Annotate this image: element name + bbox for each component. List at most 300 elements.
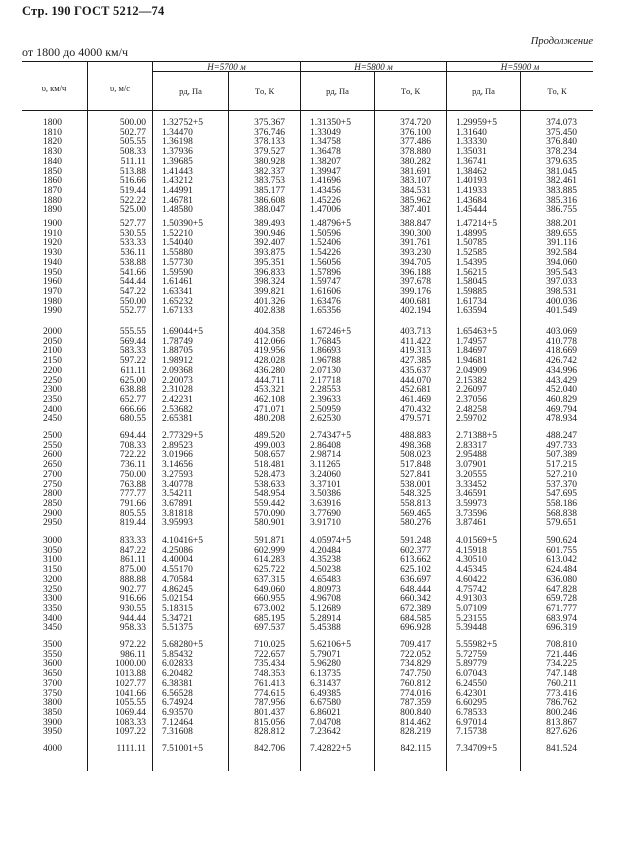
pressure-5800-cell: 7.42822+5 <box>310 744 351 754</box>
temperature-5700-cell: 710.025 <box>254 640 285 650</box>
pressure-5700-cell: 1.54040 <box>162 238 193 249</box>
temperature-5800-cell: 444.070 <box>400 375 431 386</box>
speed-ms-cell: 597.22 <box>119 356 146 367</box>
pressure-5700-cell: 1.41443 <box>162 166 193 177</box>
pressure-5800-cell: 4.05974+5 <box>310 536 351 546</box>
pressure-5900-cell: 2.83317 <box>456 440 487 451</box>
pressure-5900-cell: 5.89779 <box>456 659 487 670</box>
temperature-5700-cell: 389.493 <box>254 219 285 229</box>
pressure-5900-cell: 5.23155 <box>456 613 487 624</box>
pressure-5800-cell: 4.50238 <box>310 565 341 576</box>
temperature-5900-cell: 395.543 <box>546 267 577 278</box>
pressure-5900-cell: 1.35031 <box>456 147 487 158</box>
temperature-5900-cell: 671.777 <box>546 603 577 614</box>
temperature-5700-cell: 828.812 <box>254 727 285 738</box>
temperature-5800-cell: 387.401 <box>400 205 431 216</box>
temperature-5900-cell: 734.225 <box>546 659 577 670</box>
speed-kmh-cell: 1970 <box>43 286 62 297</box>
speed-ms-cell: 508.33 <box>119 147 146 158</box>
temperature-5900-cell: 568.838 <box>546 508 577 519</box>
speed-ms-cell: 986.11 <box>120 649 146 660</box>
speed-kmh-cell: 3400 <box>43 613 62 624</box>
speed-ms-cell: 791.66 <box>119 498 146 509</box>
pressure-5700-cell: 7.31608 <box>162 727 193 738</box>
pressure-5900-cell: 1.47214+5 <box>456 219 497 229</box>
speed-kmh-cell: 3600 <box>43 659 62 670</box>
pressure-5800-cell: 6.13735 <box>310 669 341 680</box>
temperature-5700-cell: 735.434 <box>254 659 285 670</box>
speed-ms-cell: 1097.22 <box>115 727 146 738</box>
pressure-5800-cell: 3.37101 <box>310 479 341 490</box>
temperature-5900-cell: 760.211 <box>546 678 577 689</box>
speed-ms-cell: 625.00 <box>119 375 146 386</box>
speed-ms-cell: 875.00 <box>119 565 146 576</box>
pressure-5900-cell: 1.50785 <box>456 238 487 249</box>
speed-ms-cell: 916.66 <box>119 594 146 605</box>
speed-ms-cell: 763.88 <box>119 479 146 490</box>
temperature-5800-cell: 390.300 <box>400 228 431 239</box>
pressure-5900-cell: 1.54395 <box>456 257 487 268</box>
temperature-5700-cell: 386.608 <box>254 195 285 206</box>
speed-ms-cell: 1055.55 <box>115 698 146 709</box>
pressure-5800-cell: 1.56056 <box>310 257 341 268</box>
temperature-5700-cell: 392.407 <box>254 238 285 249</box>
pressure-5800-cell: 2.74347+5 <box>310 431 351 441</box>
temperature-5700-cell: 480.208 <box>254 414 285 425</box>
temperature-5800-cell: 452.681 <box>400 385 431 396</box>
speed-kmh-cell: 3100 <box>43 555 62 566</box>
pressure-5700-cell: 7.12464 <box>162 717 193 728</box>
speed-ms-cell: 888.88 <box>119 574 146 585</box>
pressure-5700-cell: 4.10416+5 <box>162 536 203 546</box>
temperature-5800-cell: 747.750 <box>400 669 431 680</box>
pressure-5800-cell: 2.98714 <box>310 450 341 461</box>
temperature-5800-cell: 427.385 <box>400 356 431 367</box>
page-header-title: Стр. 190 ГОСТ 5212—74 <box>22 4 165 18</box>
temperature-5900-cell: 434.996 <box>546 365 577 376</box>
pressure-5700-cell: 1.59590 <box>162 267 193 278</box>
temperature-5800-cell: 374.720 <box>400 118 431 128</box>
temperature-5800-cell: 527.841 <box>400 469 431 480</box>
temperature-5900-cell: 478.934 <box>546 414 577 425</box>
pressure-5900-cell: 2.37056 <box>456 394 487 405</box>
temperature-5900-cell: 800.246 <box>546 707 577 718</box>
temperature-5900-cell: 452.040 <box>546 385 577 396</box>
pressure-5700-cell: 1.61461 <box>162 277 193 288</box>
speed-kmh-cell: 2050 <box>43 336 62 347</box>
temperature-5700-cell: 444.711 <box>254 375 285 386</box>
temperature-5800-cell: 787.359 <box>400 698 431 709</box>
temperature-5700-cell: 570.090 <box>254 508 285 519</box>
temperature-5900-cell: 547.695 <box>546 489 577 500</box>
temperature-5900-cell: 388.201 <box>546 219 577 229</box>
pressure-5700-cell: 1.46781 <box>162 195 193 206</box>
pressure-5700-cell: 1.48580 <box>162 205 193 216</box>
speed-kmh-cell: 3300 <box>43 594 62 605</box>
pressure-5800-cell: 6.67580 <box>310 698 341 709</box>
temperature-5800-cell: 388.847 <box>400 219 431 229</box>
speed-kmh-cell: 2650 <box>43 460 62 471</box>
temperature-5800-cell: 400.681 <box>400 296 431 307</box>
pressure-5800-cell: 1.59747 <box>310 277 341 288</box>
pressure-5700-cell: 3.67891 <box>162 498 193 509</box>
temperature-5900-cell: 381.045 <box>546 166 577 177</box>
pressure-5700-cell: 1.88705 <box>162 346 193 357</box>
pressure-5800-cell: 1.48796+5 <box>310 219 351 229</box>
speed-ms-cell: 527.77 <box>119 219 146 229</box>
speed-kmh-cell: 3550 <box>43 649 62 660</box>
temperature-5900-cell: 813.867 <box>546 717 577 728</box>
speed-ms-cell: 547.22 <box>119 286 146 297</box>
temperature-5800-cell: 842.115 <box>400 744 431 754</box>
temperature-5900-cell: 590.624 <box>546 536 577 546</box>
pressure-5900-cell: 1.43684 <box>456 195 487 206</box>
speed-kmh-cell: 1980 <box>43 296 62 307</box>
speed-ms-cell: 819.44 <box>119 518 146 529</box>
header-pressure: pд, Па <box>179 86 202 96</box>
temperature-5800-cell: 380.282 <box>400 156 431 167</box>
temperature-5700-cell: 398.324 <box>254 277 285 288</box>
temperature-5800-cell: 696.928 <box>400 623 431 634</box>
pressure-5900-cell: 4.30510 <box>456 555 487 566</box>
speed-kmh-cell: 3350 <box>43 603 62 614</box>
pressure-5700-cell: 1.55880 <box>162 248 193 259</box>
pressure-5900-cell: 1.40193 <box>456 176 487 187</box>
pressure-5800-cell: 1.96788 <box>310 356 341 367</box>
temperature-5900-cell: 647.828 <box>546 584 577 595</box>
pressure-5800-cell: 7.04708 <box>310 717 341 728</box>
pressure-5900-cell: 3.20555 <box>456 469 487 480</box>
pressure-5700-cell: 4.40004 <box>162 555 193 566</box>
pressure-5800-cell: 1.50596 <box>310 228 341 239</box>
pressure-5700-cell: 3.27593 <box>162 469 193 480</box>
temperature-5700-cell: 396.833 <box>254 267 285 278</box>
speed-ms-cell: 519.44 <box>119 185 146 196</box>
pressure-5700-cell: 6.74924 <box>162 698 193 709</box>
speed-ms-cell: 902.77 <box>119 584 146 595</box>
temperature-5900-cell: 392.584 <box>546 248 577 259</box>
pressure-5900-cell: 7.34709+5 <box>456 744 497 754</box>
speed-kmh-cell: 1850 <box>43 166 62 177</box>
pressure-5800-cell: 1.34758 <box>310 137 341 148</box>
speed-ms-cell: 1083.33 <box>115 717 146 728</box>
speed-kmh-cell: 3650 <box>43 669 62 680</box>
speed-kmh-cell: 1840 <box>43 156 62 167</box>
speed-ms-cell: 552.77 <box>119 306 146 317</box>
temperature-5900-cell: 391.116 <box>546 238 577 249</box>
pressure-5900-cell: 1.33330 <box>456 137 487 148</box>
temperature-5800-cell: 591.248 <box>400 536 431 546</box>
header-temperature: Tо, К <box>547 86 567 96</box>
speed-ms-cell: 583.33 <box>119 346 146 357</box>
pressure-5700-cell: 5.68280+5 <box>162 640 203 650</box>
pressure-5900-cell: 4.45345 <box>456 565 487 576</box>
temperature-5900-cell: 747.148 <box>546 669 577 680</box>
pressure-5900-cell: 6.60295 <box>456 698 487 709</box>
temperature-5700-cell: 660.955 <box>254 594 285 605</box>
pressure-5800-cell: 1.52406 <box>310 238 341 249</box>
temperature-5700-cell: 383.753 <box>254 176 285 187</box>
temperature-5900-cell: 410.778 <box>546 336 577 347</box>
speed-ms-cell: 1041.66 <box>115 688 146 699</box>
temperature-5900-cell: 683.974 <box>546 613 577 624</box>
speed-ms-cell: 500.00 <box>119 118 146 128</box>
temperature-5700-cell: 559.442 <box>254 498 285 509</box>
speed-ms-cell: 833.33 <box>119 536 146 546</box>
speed-ms-cell: 638.88 <box>119 385 146 396</box>
column-separator <box>446 61 447 771</box>
pressure-5900-cell: 2.71388+5 <box>456 431 497 441</box>
temperature-5800-cell: 396.188 <box>400 267 431 278</box>
pressure-5900-cell: 1.31640 <box>456 127 487 138</box>
speed-kmh-cell: 1950 <box>43 267 62 278</box>
temperature-5800-cell: 613.662 <box>400 555 431 566</box>
speed-ms-cell: 652.77 <box>119 394 146 405</box>
pressure-5800-cell: 3.24060 <box>310 469 341 480</box>
temperature-5800-cell: 376.100 <box>400 127 431 138</box>
temperature-5700-cell: 428.028 <box>254 356 285 367</box>
pressure-5700-cell: 5.18315 <box>162 603 193 614</box>
pressure-5800-cell: 3.63916 <box>310 498 341 509</box>
pressure-5900-cell: 4.60422 <box>456 574 487 585</box>
speed-ms-cell: 930.55 <box>119 603 146 614</box>
pressure-5700-cell: 1.34470 <box>162 127 193 138</box>
pressure-5800-cell: 1.41696 <box>310 176 341 187</box>
speed-kmh-cell: 2400 <box>43 404 62 415</box>
pressure-5700-cell: 2.89523 <box>162 440 193 451</box>
speed-ms-cell: 944.44 <box>119 613 146 624</box>
pressure-5900-cell: 6.97014 <box>456 717 487 728</box>
temperature-5700-cell: 382.337 <box>254 166 285 177</box>
speed-kmh-cell: 3450 <box>43 623 62 634</box>
speed-kmh-cell: 2450 <box>43 414 62 425</box>
temperature-5900-cell: 375.450 <box>546 127 577 138</box>
pressure-5700-cell: 3.95993 <box>162 518 193 529</box>
temperature-5700-cell: 390.946 <box>254 228 285 239</box>
temperature-5800-cell: 569.465 <box>400 508 431 519</box>
temperature-5900-cell: 386.755 <box>546 205 577 216</box>
pressure-5700-cell: 3.81818 <box>162 508 193 519</box>
speed-kmh-cell: 1870 <box>43 185 62 196</box>
temperature-5700-cell: 436.280 <box>254 365 285 376</box>
temperature-5800-cell: 538.001 <box>400 479 431 490</box>
pressure-5800-cell: 1.47006 <box>310 205 341 216</box>
temperature-5700-cell: 412.066 <box>254 336 285 347</box>
pressure-5700-cell: 5.51375 <box>162 623 193 634</box>
pressure-5700-cell: 2.31028 <box>162 385 193 396</box>
pressure-5700-cell: 4.25086 <box>162 545 193 556</box>
speed-ms-cell: 511.11 <box>120 156 146 167</box>
temperature-5700-cell: 673.002 <box>254 603 285 614</box>
pressure-5700-cell: 6.56528 <box>162 688 193 699</box>
temperature-5800-cell: 517.848 <box>400 460 431 471</box>
temperature-5900-cell: 378.234 <box>546 147 577 158</box>
temperature-5700-cell: 774.615 <box>254 688 285 699</box>
pressure-5900-cell: 6.24550 <box>456 678 487 689</box>
pressure-5900-cell: 2.48258 <box>456 404 487 415</box>
temperature-5800-cell: 419.313 <box>400 346 431 357</box>
column-separator <box>374 71 375 771</box>
speed-kmh-cell: 3150 <box>43 565 62 576</box>
speed-kmh-cell: 1800 <box>43 118 62 128</box>
temperature-5900-cell: 376.840 <box>546 137 577 148</box>
temperature-5800-cell: 402.194 <box>400 306 431 317</box>
speed-ms-cell: 555.55 <box>119 327 146 337</box>
speed-kmh-cell: 2700 <box>43 469 62 480</box>
temperature-5700-cell: 385.177 <box>254 185 285 196</box>
temperature-5700-cell: 395.351 <box>254 257 285 268</box>
speed-kmh-cell: 3700 <box>43 678 62 689</box>
pressure-5700-cell: 1.98912 <box>162 356 193 367</box>
temperature-5700-cell: 378.133 <box>254 137 285 148</box>
pressure-5900-cell: 1.65463+5 <box>456 327 497 337</box>
speed-kmh-cell: 1810 <box>43 127 62 138</box>
pressure-5900-cell: 1.45444 <box>456 205 487 216</box>
pressure-5800-cell: 1.54226 <box>310 248 341 259</box>
header-temperature: Tо, К <box>400 86 421 96</box>
temperature-5800-cell: 648.444 <box>400 584 431 595</box>
speed-ms-cell: 533.33 <box>119 238 146 249</box>
pressure-5700-cell: 3.01966 <box>162 450 193 461</box>
pressure-5800-cell: 4.35238 <box>310 555 341 566</box>
temperature-5700-cell: 787.956 <box>254 698 285 709</box>
temperature-5900-cell: 400.036 <box>546 296 577 307</box>
speed-kmh-cell: 2100 <box>43 346 62 357</box>
speed-ms-cell: 736.11 <box>120 460 146 471</box>
pressure-5800-cell: 5.12689 <box>310 603 341 614</box>
pressure-5800-cell: 1.45226 <box>310 195 341 206</box>
temperature-5900-cell: 497.733 <box>546 440 577 451</box>
speed-kmh-cell: 1940 <box>43 257 62 268</box>
temperature-5800-cell: 800.840 <box>400 707 431 718</box>
temperature-5700-cell: 393.875 <box>254 248 285 259</box>
pressure-5800-cell: 2.62530 <box>310 414 341 425</box>
pressure-5900-cell: 1.29959+5 <box>456 118 497 128</box>
pressure-5900-cell: 6.78533 <box>456 707 487 718</box>
temperature-5700-cell: 375.367 <box>254 118 285 128</box>
header-temperature: Tо, К <box>254 86 275 96</box>
temperature-5900-cell: 385.316 <box>546 195 577 206</box>
pressure-5800-cell: 1.76845 <box>310 336 341 347</box>
pressure-5800-cell: 3.11265 <box>310 460 341 471</box>
speed-kmh-cell: 3050 <box>43 545 62 556</box>
speed-ms-cell: 680.55 <box>119 414 146 425</box>
speed-ms-cell: 861.11 <box>120 555 146 566</box>
speed-ms-cell: 972.22 <box>119 640 146 650</box>
temperature-5700-cell: 388.047 <box>254 205 285 216</box>
pressure-5900-cell: 2.59702 <box>456 414 487 425</box>
column-separator <box>87 61 88 771</box>
speed-kmh-cell: 2500 <box>43 431 62 441</box>
pressure-5900-cell: 5.07109 <box>456 603 487 614</box>
temperature-5700-cell: 404.358 <box>254 327 285 337</box>
pressure-5700-cell: 5.02154 <box>162 594 193 605</box>
speed-ms-cell: 694.44 <box>119 431 146 441</box>
column-separator <box>300 61 301 771</box>
pressure-5700-cell: 1.36198 <box>162 137 193 148</box>
temperature-5700-cell: 508.657 <box>254 450 285 461</box>
pressure-5900-cell: 3.46591 <box>456 489 487 500</box>
temperature-5800-cell: 722.052 <box>400 649 431 660</box>
speed-ms-cell: 958.33 <box>119 623 146 634</box>
pressure-5700-cell: 3.40778 <box>162 479 193 490</box>
pressure-5700-cell: 2.77329+5 <box>162 431 203 441</box>
speed-ms-cell: 525.00 <box>119 205 146 216</box>
pressure-5900-cell: 1.94681 <box>456 356 487 367</box>
temperature-5700-cell: 842.706 <box>254 744 285 754</box>
temperature-5700-cell: 499.003 <box>254 440 285 451</box>
pressure-5700-cell: 3.54211 <box>162 489 193 500</box>
speed-kmh-cell: 2800 <box>43 489 62 500</box>
pressure-5700-cell: 3.14656 <box>162 460 193 471</box>
speed-ms-cell: 847.22 <box>119 545 146 556</box>
temperature-5900-cell: 397.033 <box>546 277 577 288</box>
pressure-5700-cell: 4.55170 <box>162 565 193 576</box>
temperature-5900-cell: 558.186 <box>546 498 577 509</box>
pressure-5700-cell: 2.09368 <box>162 365 193 376</box>
pressure-5700-cell: 1.44991 <box>162 185 193 196</box>
speed-kmh-cell: 3950 <box>43 727 62 738</box>
temperature-5800-cell: 381.691 <box>400 166 431 177</box>
temperature-5700-cell: 376.746 <box>254 127 285 138</box>
speed-ms-cell: 666.66 <box>119 404 146 415</box>
speed-kmh-cell: 2950 <box>43 518 62 529</box>
temperature-5800-cell: 411.422 <box>400 336 431 347</box>
speed-kmh-cell: 2250 <box>43 375 62 386</box>
temperature-5700-cell: 489.520 <box>254 431 285 441</box>
speed-kmh-cell: 1880 <box>43 195 62 206</box>
pressure-5900-cell: 1.36741 <box>456 156 487 167</box>
temperature-5700-cell: 697.537 <box>254 623 285 634</box>
temperature-5700-cell: 518.481 <box>254 460 285 471</box>
pressure-5900-cell: 3.59973 <box>456 498 487 509</box>
pressure-5900-cell: 5.72759 <box>456 649 487 660</box>
temperature-5900-cell: 403.069 <box>546 327 577 337</box>
pressure-5800-cell: 6.31437 <box>310 678 341 689</box>
temperature-5900-cell: 613.042 <box>546 555 577 566</box>
speed-ms-cell: 513.88 <box>119 166 146 177</box>
temperature-5900-cell: 383.885 <box>546 185 577 196</box>
temperature-5800-cell: 479.571 <box>400 414 431 425</box>
speed-kmh-cell: 2850 <box>43 498 62 509</box>
pressure-5900-cell: 6.42301 <box>456 688 487 699</box>
temperature-5700-cell: 401.326 <box>254 296 285 307</box>
pressure-5800-cell: 4.80973 <box>310 584 341 595</box>
pressure-5800-cell: 1.38207 <box>310 156 341 167</box>
pressure-5900-cell: 6.07043 <box>456 669 487 680</box>
pressure-5800-cell: 5.45388 <box>310 623 341 634</box>
temperature-5900-cell: 696.319 <box>546 623 577 634</box>
speed-kmh-cell: 3850 <box>43 707 62 718</box>
temperature-5800-cell: 393.230 <box>400 248 431 259</box>
pressure-5900-cell: 3.33452 <box>456 479 487 490</box>
temperature-5700-cell: 548.954 <box>254 489 285 500</box>
temperature-5800-cell: 470.432 <box>400 404 431 415</box>
temperature-5900-cell: 398.531 <box>546 286 577 297</box>
temperature-5800-cell: 625.102 <box>400 565 431 576</box>
speed-kmh-cell: 1930 <box>43 248 62 259</box>
temperature-5800-cell: 558.813 <box>400 498 431 509</box>
temperature-5800-cell: 383.107 <box>400 176 431 187</box>
speed-kmh-cell: 1990 <box>43 306 62 317</box>
temperature-5700-cell: 748.353 <box>254 669 285 680</box>
pressure-5700-cell: 1.50390+5 <box>162 219 203 229</box>
temperature-5900-cell: 708.810 <box>546 640 577 650</box>
temperature-5800-cell: 399.176 <box>400 286 431 297</box>
pressure-5900-cell: 2.95488 <box>456 450 487 461</box>
pressure-5900-cell: 1.74957 <box>456 336 487 347</box>
temperature-5700-cell: 379.527 <box>254 147 285 158</box>
